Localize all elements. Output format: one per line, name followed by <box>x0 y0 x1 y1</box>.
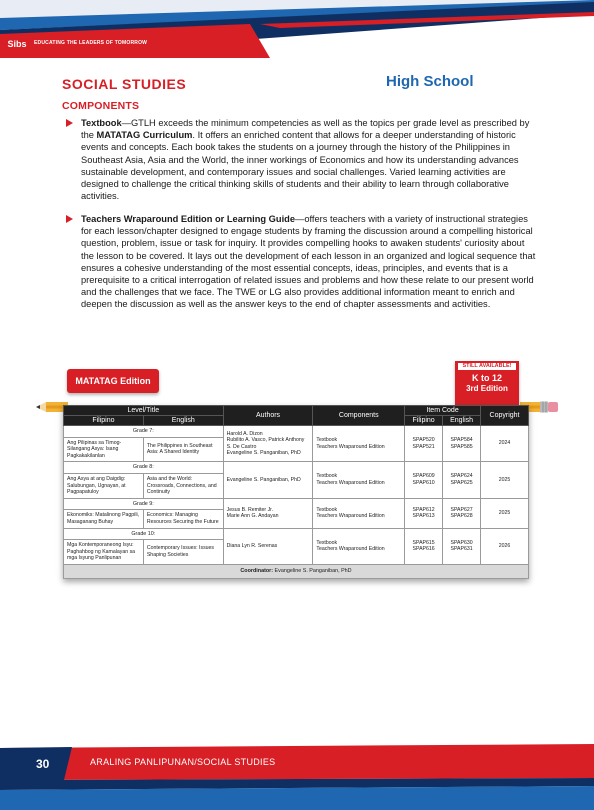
english-title-cell: Economics: Managing Resources Securing the Future <box>143 510 223 528</box>
sibs-logo: Sibs <box>4 38 30 51</box>
matatag-edition-tag: MATATAG Edition <box>67 369 159 393</box>
grade-label: Grade 8: <box>64 462 224 474</box>
components-cell: Textbook Teachers Wraparound Edition <box>313 498 405 528</box>
filipino-title-cell: Ang Asya at ang Daigdig: Salubungan, Ugnayan, at Pagpapatuloy <box>64 473 144 498</box>
english-title-cell: Contemporary Issues: Issues Shaping Societies <box>143 540 223 565</box>
authors-cell: Jesus B. Remiter Jr. Marie Ann G. Andayan <box>223 498 313 528</box>
code-english-cell: SPAP624 SPAP625 <box>443 462 481 498</box>
filipino-title-cell: Ang Pilipinas sa Timog-Silangang Asya: Isang Pagkakakilanlan <box>64 437 144 462</box>
edition-label: 3rd Edition <box>466 384 508 393</box>
authors-cell: Evangeline S. Panganiban, PhD <box>223 462 313 498</box>
english-header: English <box>143 416 223 426</box>
page-header <box>0 0 594 62</box>
matatag-curriculum-label: MATATAG Curriculum <box>96 130 193 141</box>
code-filipino-cell: SPAP615 SPAP616 <box>405 528 443 564</box>
table-row <box>64 426 529 438</box>
header-tagline: EDUCATING THE LEADERS OF TOMORROW <box>34 40 148 46</box>
still-available-tag <box>455 361 519 405</box>
product-table-container <box>63 405 529 579</box>
twe-label: Teachers Wraparound Edition or Learning Guide <box>81 214 296 224</box>
components-header: Components <box>313 406 405 426</box>
level-title: High School <box>386 73 474 90</box>
grade-label: Grade 7: <box>64 426 224 438</box>
filipino-header: Filipino <box>64 416 144 426</box>
page-footer <box>0 740 594 810</box>
copyright-cell: 2026 <box>481 528 529 564</box>
item-code-header: Item Code <box>405 406 481 416</box>
components-cell: Textbook Teachers Wraparound Edition <box>313 426 405 462</box>
textbook-text-part2: . It offers an enriched content that allows for a deeper understanding of historic events and concepts. Each book takes the students on a journey through the history of the Philippines in Southeast Asia, Asia and the World, the inner workings of Economics and how its understanding advances sustainable development, and contemporary issues and social challenges. Varied learning activities are designed to challenge the critical thinking skills of students and their ability to learn through collaborative activities. <box>81 130 519 202</box>
filipino-title-cell: Ekonomiks: Matalinong Pagpili, Masaganang Buhay <box>64 510 144 528</box>
grade-label: Grade 9: <box>64 498 224 510</box>
table-row <box>64 462 529 474</box>
header-band-graphic <box>0 0 594 62</box>
copyright-header: Copyright <box>481 406 529 426</box>
grade-label: Grade 10: <box>64 528 224 540</box>
triangle-bullet-icon <box>66 119 73 127</box>
code-english-cell: SPAP630 SPAP631 <box>443 528 481 564</box>
table-body <box>64 426 529 579</box>
page-number: 30 <box>36 757 50 771</box>
code-filipino-cell: SPAP609 SPAP610 <box>405 462 443 498</box>
code-filipino-cell: SPAP612 SPAP613 <box>405 498 443 528</box>
code-english-cell: SPAP627 SPAP628 <box>443 498 481 528</box>
coordinator-cell <box>64 564 529 578</box>
coordinator-name: Evangeline S. Panganiban, PhD <box>274 567 352 574</box>
product-table <box>63 405 529 579</box>
coordinator-row <box>64 564 529 578</box>
table-row <box>64 528 529 540</box>
table-row <box>64 498 529 510</box>
twe-paragraph <box>66 213 536 311</box>
twe-text: —offers teachers with a variety of instructional strategies for each lesson/chapter designed to engage students by framing the discussion around a compelling historical question, problem, issue or task for inquiry. It provides compelling hooks to awaken students' curiosity about the lesson to be covered. It lays out the development of each lesson in an organized and logical sequence that ensures a cohesive understanding of the most essential concepts, ideas, principles, and events that is a prerequisite to a critical interrogation of related issues and problems and how these relate to our present world and the challenges that we face. The TWE or LG also provides additional information meant to enrich and deepen the discussion as well as the answer keys to the end of chapter assessments and activities. <box>81 214 536 310</box>
filipino-title-cell: Mga Kontemporaneong Isyu: Paghahbog ng Kamalayan sa mga Isyung Panlipunan <box>64 540 144 565</box>
triangle-bullet-icon <box>66 215 73 223</box>
authors-header: Authors <box>223 406 313 426</box>
authors-cell: Diana Lyn R. Serenas <box>223 528 313 564</box>
footer-band-graphic <box>0 740 594 810</box>
code-filipino-header: Filipino <box>405 416 443 426</box>
k12-label: K to 12 <box>471 373 502 383</box>
copyright-cell: 2025 <box>481 462 529 498</box>
code-english-header: English <box>443 416 481 426</box>
code-english-cell: SPAP584 SPAP585 <box>443 426 481 462</box>
coordinator-label: Coordinator: <box>240 567 274 574</box>
subject-title: SOCIAL STUDIES <box>62 76 187 92</box>
footer-title: ARALING PANLIPUNAN/SOCIAL STUDIES <box>90 757 276 767</box>
english-title-cell: Asia and the World: Crossroads, Connections, and Continuity <box>143 473 223 498</box>
textbook-label: Textbook <box>81 118 122 128</box>
english-title-cell: The Philippines in Southeast Asia: A Shared Identity <box>143 437 223 462</box>
code-filipino-cell: SPAP520 SPAP521 <box>405 426 443 462</box>
textbook-text-part1: —GTLH exceeds the minimum competencies as well as the topics per grade level as prescribed by the <box>81 118 530 141</box>
copyright-cell: 2025 <box>481 498 529 528</box>
authors-cell: Harold A. Dizon Rubilito A. Vasco, Patrick Anthony S. De Castro Evangeline S. Panganiban, PhD <box>223 426 313 462</box>
components-cell: Textbook Teachers Wraparound Edition <box>313 528 405 564</box>
level-title-header: Level/Title <box>64 406 224 416</box>
components-heading: COMPONENTS <box>62 100 140 112</box>
copyright-cell: 2024 <box>481 426 529 462</box>
components-cell: Textbook Teachers Wraparound Edition <box>313 462 405 498</box>
still-available-label: STILL AVAILABLE! <box>458 363 516 370</box>
textbook-paragraph <box>66 117 536 202</box>
